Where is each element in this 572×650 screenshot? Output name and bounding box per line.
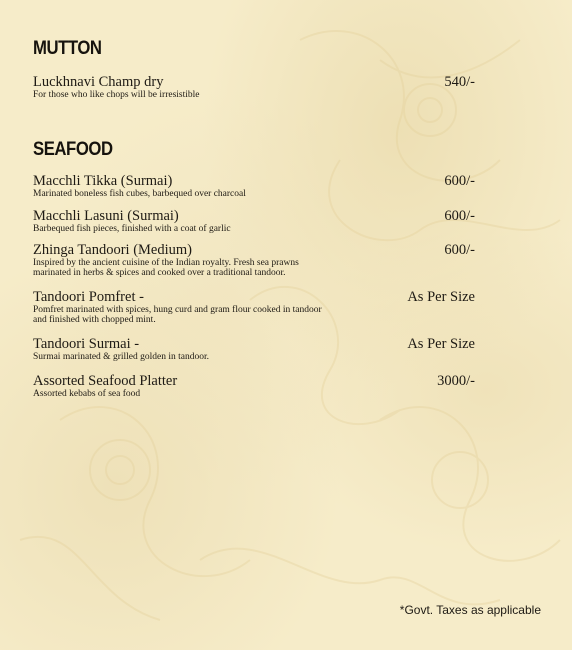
item-description: Barbequed fish pieces, finished with a coat of garlic — [33, 224, 231, 234]
item-price: 600/- — [444, 173, 475, 189]
item-price: 540/- — [444, 74, 475, 90]
menu-item — [33, 336, 475, 362]
section-title-seafood: SEAFOOD — [33, 139, 113, 160]
item-name: Tandoori Surmai - — [33, 336, 140, 352]
item-price: As Per Size — [407, 336, 475, 352]
item-price: As Per Size — [407, 289, 475, 305]
menu-item — [33, 74, 475, 100]
item-description: Pomfret marinated with spices, hung curd and gram flour cooked in tandoor and finished with chopped mint. — [33, 305, 322, 325]
item-name: Luckhnavi Champ dry — [33, 74, 164, 90]
menu-item — [33, 289, 475, 325]
menu-item — [33, 173, 475, 199]
item-name: Assorted Seafood Platter — [33, 373, 178, 389]
item-description: Marinated boneless fish cubes, barbequed over charcoal — [33, 189, 246, 199]
item-name: Macchli Lasuni (Surmai) — [33, 208, 179, 224]
menu-item — [33, 373, 475, 399]
item-description: Surmai marinated & grilled golden in tandoor. — [33, 352, 209, 362]
item-price: 600/- — [444, 208, 475, 224]
item-name: Tandoori Pomfret - — [33, 289, 144, 305]
item-price: 3000/- — [437, 373, 475, 389]
tax-footnote: *Govt. Taxes as applicable — [399, 603, 541, 617]
item-description: Inspired by the ancient cuisine of the Indian royalty. Fresh sea prawns marinated in herbs & spices and cooked over a traditional tandoor. — [33, 258, 299, 278]
item-price: 600/- — [444, 242, 475, 258]
item-description: Assorted kebabs of sea food — [33, 389, 141, 399]
item-name: Macchli Tikka (Surmai) — [33, 173, 173, 189]
section-title-mutton: MUTTON — [33, 38, 102, 59]
menu-item — [33, 242, 475, 278]
item-name: Zhinga Tandoori (Medium) — [33, 242, 192, 258]
menu-item — [33, 208, 475, 234]
item-description: For those who like chops will be irresistible — [33, 90, 200, 100]
